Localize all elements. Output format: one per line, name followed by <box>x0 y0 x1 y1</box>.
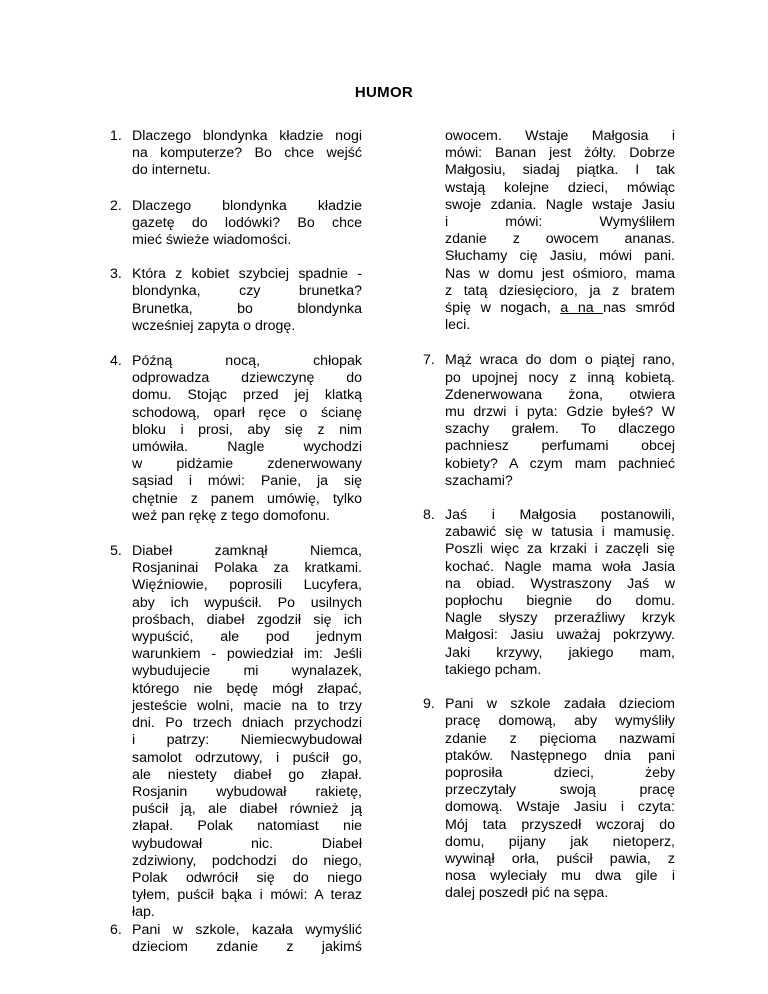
joke-line: Pani w szkole, kazała wymyślić <box>132 921 362 938</box>
joke-line: pracę domową, aby wymyśliły <box>445 713 675 730</box>
joke-number: 9. <box>423 696 435 713</box>
joke-line: Jaki krzywy, jakiego mam, <box>445 644 675 661</box>
joke-line: Brunetka, bo blondynka <box>132 300 362 317</box>
joke-line: Mąż wraca do dom o piątej rano, <box>445 352 675 369</box>
joke-line: Rosjanin wybudował rakietę, <box>132 783 362 800</box>
joke-9 <box>423 696 675 902</box>
joke-line: Więźniowie, poprosili Lucyfera, <box>132 577 362 594</box>
joke-line: i patrzy: Niemiecwybudował <box>132 732 362 749</box>
joke-line: puścił ją, ale diabeł również ją <box>132 801 362 818</box>
joke-line: zdziwiony, podchodzi do niego, <box>132 852 362 869</box>
joke-line: bloku i prosi, aby się z nim <box>132 421 362 438</box>
joke-line: jesteście wolni, macie na to trzy <box>132 697 362 714</box>
joke-text: śpię w nogach, <box>445 300 561 317</box>
joke-line: Małgosi: Jasiu uważaj pokrzywy. <box>445 627 675 644</box>
joke-line: którego nie będę mógł złapać, <box>132 680 362 697</box>
joke-line: i mówi: Wymyśliłem <box>445 214 675 231</box>
joke-line: po upojnej nocy z inną kobietą. <box>445 369 675 386</box>
joke-line: Słuchamy cię Jasiu, mówi pani. <box>445 248 675 265</box>
joke-line: Dlaczego blondynka kładzie nogi <box>132 128 362 144</box>
joke-number: 3. <box>110 266 122 283</box>
joke-line: dalej poszedł pić na sępa. <box>445 885 609 902</box>
joke-line: ptaków. Następnego dnia pani <box>445 747 675 764</box>
joke-line: wypuścić, ale pod jednym <box>132 629 362 646</box>
joke-line: umówiła. Nagle wychodzi <box>132 439 362 456</box>
joke-line: domu. Stojąc przed jej klatką <box>132 387 362 404</box>
joke-line: mu drzwi i pyta: Gdzie byłeś? W <box>445 404 675 421</box>
joke-number: 8. <box>423 507 435 524</box>
joke-line: Dlaczego blondynka kładzie <box>132 197 362 214</box>
joke-text: nas smród <box>603 300 675 317</box>
joke-line: wybudujecie mi wynalazek, <box>132 663 362 680</box>
underlined-text: a na <box>560 300 604 317</box>
joke-line: złapał. Polak natomiast nie <box>132 818 362 835</box>
joke-5 <box>110 543 362 921</box>
joke-number: 7. <box>423 352 435 369</box>
joke-1 <box>110 128 362 180</box>
joke-line: mówi: Banan jest żółty. Dobrze <box>445 145 675 162</box>
joke-line: odprowadza dziewczynę do <box>132 370 362 387</box>
joke-line: takiego pcham. <box>445 661 542 678</box>
joke-line: gazetę do lodówki? Bo chce <box>132 214 362 231</box>
joke-line: samolot odrzutowy, i puścił go, <box>132 749 362 766</box>
joke-line: poprosiła dzieci, żeby <box>445 764 675 781</box>
joke-line: warunkiem - powiedział im: Jeśli <box>132 646 362 663</box>
joke-4 <box>110 353 362 525</box>
joke-line: chętnie z panem umówię, tylko <box>132 490 362 507</box>
joke-line: mieć świeże wiadomości. <box>132 232 292 249</box>
joke-line: domu, pijany jak nietoperz, <box>445 833 675 850</box>
joke-line: Późną nocą, chłopak <box>132 353 362 370</box>
page-title: HUMOR <box>354 84 414 101</box>
joke-line: w pidżamie zdenerwowany <box>132 456 362 473</box>
joke-2 <box>110 198 362 250</box>
joke-line: Małgosiu, siadaj piątka. I tak <box>445 162 675 179</box>
joke-line: Nas w domu jest ośmioro, mama <box>445 265 675 282</box>
joke-line: prośbach, diabeł zgodził się ich <box>132 611 362 628</box>
joke-line: do internetu. <box>132 162 211 179</box>
joke-line: wywinął orła, puścił pawia, z <box>445 850 675 867</box>
joke-line: schodową, oparł ręce o ścianę <box>132 404 362 421</box>
joke-line: Diabeł zamknął Niemca, <box>132 543 362 560</box>
joke-line: wybudował nic. Diabeł <box>132 835 362 852</box>
right-column <box>423 128 675 903</box>
joke-line: dzieciom zdanie z jakimś <box>132 938 362 955</box>
joke-line: dni. Po trzech dniach przychodzi <box>132 715 362 732</box>
joke-line: kochać. Nagle mama woła Jasia <box>445 558 675 575</box>
joke-line: tyłem, puścił bąka i mówi: A teraz <box>132 887 362 904</box>
joke-line: swoje zdania. Nagle wstaje Jasiu <box>445 196 675 213</box>
joke-line: sąsiad i mówi: Panie, ja się <box>132 473 362 490</box>
joke-line: łap. <box>132 904 155 921</box>
joke-line: leci. <box>445 317 471 334</box>
joke-6 <box>110 922 362 956</box>
joke-line: wcześniej zapyta o drogę. <box>132 317 296 334</box>
joke-line: weź pan rękę z tego domofonu. <box>132 507 330 524</box>
joke-line: nosa wyleciały mu dwa gile i <box>445 868 675 885</box>
joke-line: Nagle słyszy przeraźliwy krzyk <box>445 610 675 627</box>
left-column <box>110 128 362 956</box>
joke-line: domową. Wstaje Jasiu i czyta: <box>445 799 675 816</box>
joke-line: blondynka, czy brunetka? <box>132 283 362 300</box>
joke-line: na komputerze? Bo chce wejść <box>132 145 362 162</box>
joke-line: Jaś i Małgosia postanowili, <box>445 507 675 524</box>
joke-line: szachy grałem. To dlaczego <box>445 421 675 438</box>
joke-8 <box>423 507 675 679</box>
joke-line: zdanie z pięcioma nazwami <box>445 730 675 747</box>
joke-line: ale niestety diabeł go złapał. <box>132 766 362 783</box>
joke-number: 4. <box>110 353 122 370</box>
joke-line: wstają kolejne dzieci, mówiąc <box>445 179 675 196</box>
joke-line <box>445 300 675 317</box>
joke-line: kobiety? A czym mam pachnieć <box>445 455 675 472</box>
joke-number: 5. <box>110 543 122 560</box>
joke-line: zdanie z owocem ananas. <box>445 231 675 248</box>
joke-line: Rosjaninai Polaka za kratkami. <box>132 560 362 577</box>
joke-line: przeczytały swoją pracę <box>445 782 675 799</box>
joke-line: Która z kobiet szybciej spadnie - <box>132 266 362 283</box>
joke-line: na obiad. Wystraszony Jaś w <box>445 575 675 592</box>
joke-line: Pani w szkole zadała dzieciom <box>445 696 675 713</box>
joke-7 <box>423 352 675 490</box>
joke-number: 6. <box>110 921 122 938</box>
joke-line: Zdenerwowana żona, otwiera <box>445 386 675 403</box>
joke-line: popłochu biegnie do domu. <box>445 593 675 610</box>
joke-3 <box>110 266 362 335</box>
joke-line: szachami? <box>445 472 513 489</box>
joke-line: zabawić się w tatusia i mamusię. <box>445 524 675 541</box>
joke-number: 2. <box>110 197 122 214</box>
joke-6-continued <box>423 128 675 334</box>
joke-line: pachniesz perfumami obcej <box>445 438 675 455</box>
joke-line: Polak odwrócił się do niego <box>132 869 362 886</box>
joke-line: z tatą dziesięcioro, ja z bratem <box>445 282 675 299</box>
joke-line: Poszli więc za krzaki i zaczęli się <box>445 541 675 558</box>
joke-line: aby ich wypuścił. Po usilnych <box>132 594 362 611</box>
joke-line: Mój tata przyszedł wczoraj do <box>445 816 675 833</box>
joke-number: 1. <box>110 128 122 144</box>
joke-line: owocem. Wstaje Małgosia i <box>445 128 675 144</box>
